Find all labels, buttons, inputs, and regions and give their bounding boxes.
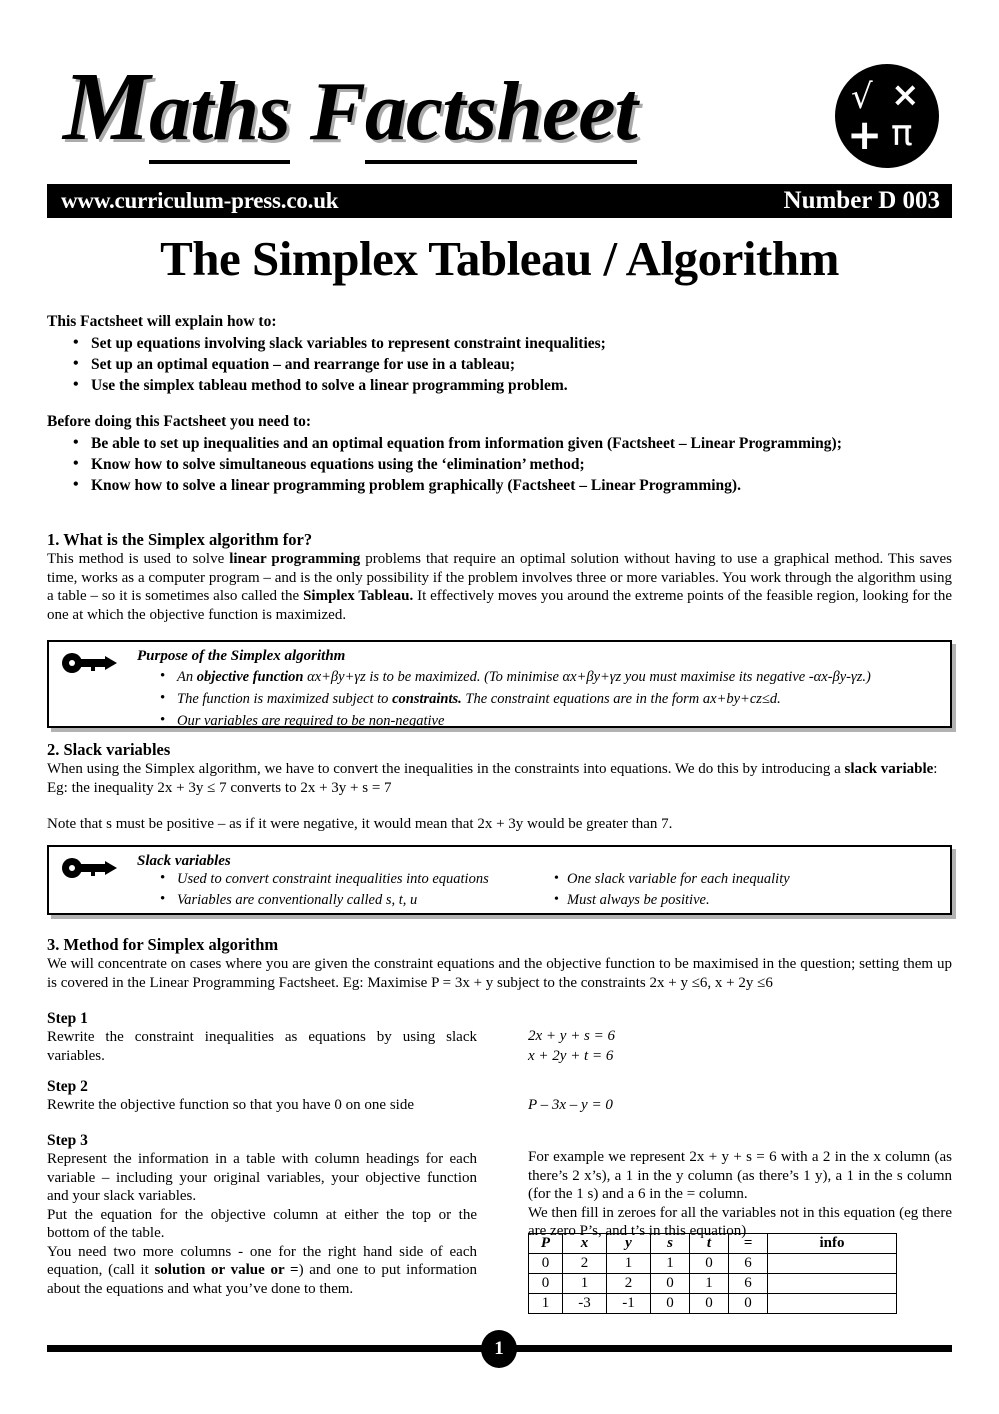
prereq-lead: Before doing this Factsheet you need to:: [47, 413, 312, 430]
section-3-heading: 3. Method for Simplex algorithm: [47, 935, 279, 954]
step-1-equations: [528, 1026, 615, 1066]
kb1-pre-1: The function is maximized subject to: [177, 691, 393, 707]
s1-b1: linear programming: [229, 551, 361, 567]
key-box-purpose-title: Purpose of the Simplex algorithm: [137, 648, 346, 664]
cell: 0: [651, 1294, 690, 1314]
section-3: [47, 935, 952, 992]
cell: 1: [529, 1294, 563, 1314]
col-header-info: info: [768, 1234, 897, 1254]
section-2-heading: 2. Slack variables: [47, 740, 171, 759]
list-item: • Must always be positive.: [554, 890, 894, 911]
step-1-text: Rewrite the constraint inequalities as equations by using slack variables.: [47, 1029, 477, 1064]
masthead: [45, 53, 955, 174]
step-2-text: Rewrite the objective function so that you have 0 on one side: [47, 1097, 414, 1113]
list-item: • Be able to set up inequalities and an optimal equation from information given (Factsheet – Linear Programming);: [91, 433, 952, 454]
equation: x + 2y + t = 6: [528, 1048, 614, 1064]
s1-t3: It effectively moves you around the extreme points of the feasible region, looking for the one at which the objective function is maximized.: [47, 588, 952, 623]
col-header-y: y: [607, 1234, 651, 1254]
cell: -3: [563, 1294, 607, 1314]
cell: 0: [690, 1294, 729, 1314]
key-box-purpose: [47, 640, 952, 728]
simplex-tableau: [528, 1233, 897, 1314]
step-2-block: [47, 1078, 477, 1115]
equation: P – 3x – y = 0: [528, 1097, 613, 1113]
s2-b1: slack variable: [844, 761, 934, 777]
list-item: • One slack variable for each inequality: [554, 869, 894, 890]
list-item: • Know how to solve a linear programming problem graphically (Factsheet – Linear Programming).: [91, 475, 952, 496]
plus-icon: +: [847, 110, 883, 159]
step-3-right-para-2: We then fill in zeroes for all the variables not in this equation (eg there are zero P’s, and t’s in this equation): [528, 1204, 952, 1239]
section-1-body: [47, 550, 952, 624]
list-item: • Set up equations involving slack variables to represent constraint inequalities;: [91, 333, 952, 354]
step-2-heading: Step 2: [47, 1078, 88, 1095]
issue-number: Number D 003: [783, 187, 940, 214]
step-3-para-2: Put the equation for the objective column at either the top or the bottom of the table.: [47, 1206, 477, 1241]
list-item: • Use the simplex tableau method to solve a linear programming problem.: [91, 375, 952, 396]
table-row: [529, 1274, 897, 1294]
kb1-bold-1: constraints.: [392, 691, 462, 707]
section-1: [47, 530, 952, 624]
col-header-x: x: [563, 1234, 607, 1254]
cell: 0: [729, 1294, 768, 1314]
cell: [768, 1294, 897, 1314]
step-3-block: [47, 1132, 477, 1298]
equation: 2x + y + s = 6: [528, 1028, 616, 1044]
cell: 0: [651, 1274, 690, 1294]
s1-t2: problems that require an optimal solution without having to use a graphical method. This saves time, works as a computer program – and is the only possibility if the problem involves three or more variables. You work through the algorithm using a table – so it is sometimes also called the: [47, 551, 953, 604]
section-1-heading: 1. What is the Simplex algorithm for?: [47, 530, 313, 549]
cell: -1: [607, 1294, 651, 1314]
s1-t1: This method is used to solve: [47, 551, 230, 567]
section-2: [47, 740, 952, 834]
table-row: [529, 1254, 897, 1274]
prereq-bullet-list: [47, 433, 952, 496]
key-box-purpose-list: [137, 666, 967, 732]
list-item: [177, 710, 967, 732]
cell: 1: [563, 1274, 607, 1294]
section-2-para-2: Eg: the inequality 2x + 3y ≤ 7 converts to 2x + 3y + s = 7: [47, 779, 392, 796]
section-3-intro: We will concentrate on cases where you are given the constraint equations and the objective function to be maximised in the question; setting them up is covered in the Linear Programming Factsheet. Eg: Maximise P = 3x + y subject to the constraints 2x + y ≤6, x + 2y ≤6: [47, 956, 952, 991]
cell: 2: [563, 1254, 607, 1274]
s1-b2: Simplex Tableau.: [303, 588, 414, 604]
col-header-s: s: [651, 1234, 690, 1254]
kb1-post-1: The constraint equations are in the form ax+by+cz≤d.: [461, 691, 781, 707]
maths-logo-icon: [835, 64, 939, 168]
list-item: [177, 688, 967, 710]
kb1-pre-2: Our variables are required to be non-negative: [177, 713, 445, 729]
page-title: The Simplex Tableau / Algorithm: [160, 231, 839, 286]
table-row: [529, 1294, 897, 1314]
s3-t2: ) and one to put information about the equations and what you’ve done to them.: [47, 1262, 477, 1297]
list-item: • Know how to solve simultaneous equations using the ‘elimination’ method;: [91, 454, 952, 475]
kb1-post-0: αx+βy+γz is to be maximized. (To minimise αx+βy+γz you must maximise its negative -αx-βy-γz.): [303, 669, 871, 685]
cell: 6: [729, 1274, 768, 1294]
s2-t1: When using the Simplex algorithm, we have to convert the inequalities in the constraints into equations. We do this by introducing a: [47, 761, 845, 777]
masthead-title-aths: aths: [149, 65, 290, 164]
step-1-block: [47, 1010, 477, 1065]
masthead-title-actsheet: actsheet: [365, 65, 637, 164]
intro-section: [47, 313, 952, 396]
step-3-right-para-1: For example we represent 2x + y + s = 6 with a 2 in the x column (as there’s 2 x’s), a 1 in the y column (as there’s 1 y), a 1 in the s column (for the 1 s) and a 6 in the = column.: [528, 1149, 952, 1202]
url-bar: [47, 184, 952, 218]
intro-bullet-list: [47, 333, 952, 396]
key-box-slack-list-col1: [137, 869, 557, 911]
key-icon: [61, 857, 119, 879]
section-2-para-3: Note that s must be positive – as if it were negative, it would mean that 2x + 3y would be greater than 7.: [47, 816, 673, 832]
step-3-right-column: [528, 1148, 952, 1241]
list-item: [177, 666, 967, 688]
kb1-pre-0: An: [177, 669, 197, 685]
masthead-title-space-f: F: [289, 65, 365, 158]
section-2-para-1: [47, 760, 952, 779]
key-icon: [61, 652, 119, 674]
list-item: • Used to convert constraint inequalities into equations: [177, 869, 557, 890]
cell: 0: [529, 1274, 563, 1294]
masthead-title: [63, 53, 637, 161]
table-header-row: [529, 1234, 897, 1254]
page-number-badge: 1: [481, 1330, 517, 1368]
cell: 0: [529, 1254, 563, 1274]
cell: [768, 1254, 897, 1274]
step-3-para-3: [47, 1243, 477, 1299]
kb1-bold-0: objective function: [196, 669, 304, 685]
cell: 1: [651, 1254, 690, 1274]
prerequisites-section: [47, 413, 952, 496]
intro-lead: This Factsheet will explain how to:: [47, 313, 277, 330]
sqrt-icon: √: [851, 77, 873, 117]
cell: 1: [607, 1254, 651, 1274]
key-box-slack-list-col2: [554, 869, 894, 911]
col-header-P: P: [529, 1234, 563, 1254]
s2-t2: :: [933, 761, 938, 777]
cell: 2: [607, 1274, 651, 1294]
key-box-slack: [47, 845, 952, 915]
list-item: • Set up an optimal equation – and rearrange for use in a tableau;: [91, 354, 952, 375]
list-item: • Variables are conventionally called s, t, u: [177, 890, 557, 911]
step-2-equations: [528, 1095, 613, 1115]
cell: [768, 1274, 897, 1294]
s3-t1: You need two more columns - one for the right hand side of each equation, (call it: [47, 1243, 477, 1278]
step-1-heading: Step 1: [47, 1010, 88, 1027]
s3-b1: solution or value or =: [154, 1262, 299, 1278]
col-header-equals: =: [729, 1234, 768, 1254]
cell: 6: [729, 1254, 768, 1274]
cell: 1: [690, 1274, 729, 1294]
times-icon: ×: [891, 75, 920, 115]
pi-icon: π: [891, 113, 913, 154]
step-3-para-1: Represent the information in a table with column headings for each variable – including your original variables, your objective function and your slack variables.: [47, 1151, 477, 1204]
step-3-heading: Step 3: [47, 1132, 88, 1149]
masthead-title-m: M: [63, 53, 150, 161]
cell: 0: [690, 1254, 729, 1274]
website-url[interactable]: www.curriculum-press.co.uk: [61, 188, 339, 213]
col-header-t: t: [690, 1234, 729, 1254]
key-box-slack-title: Slack variables: [137, 853, 231, 869]
